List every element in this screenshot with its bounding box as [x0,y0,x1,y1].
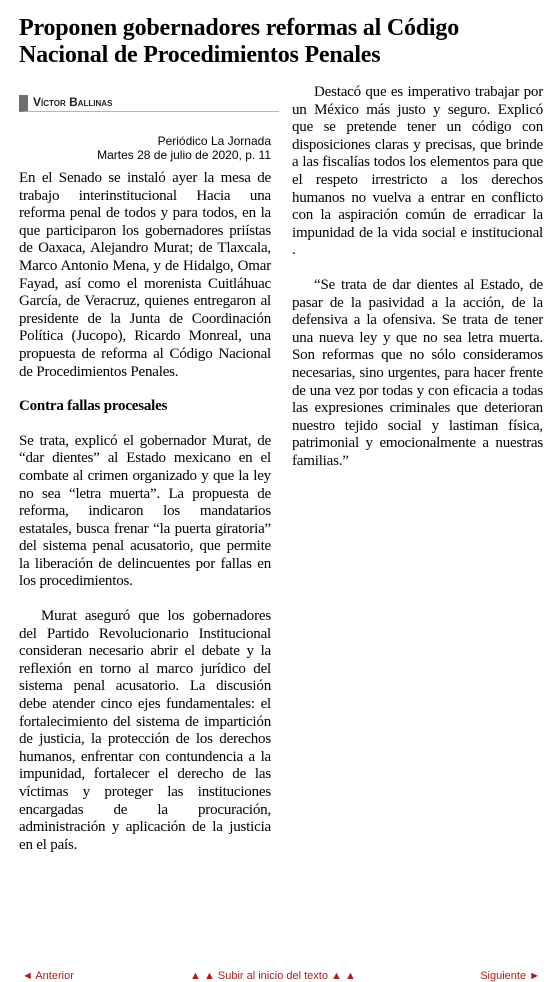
article-column-left [19,170,271,871]
source-info [19,134,271,162]
paragraph: Se trata, explicó el gobernador Murat, de “dar dientes” al Estado mexicano en el combate al crimen organizado y que la ley no sea “letra muerta”. La propuesta de reforma, indicaron los mandatarios estatales, busca frenar “la puerta giratoria” del sistema penal acusatorio, que permite la liberación de delincuentes por fallas en los procedimientos. [19,432,271,590]
paragraph: “Se trata de dar dientes al Estado, de pasar de la pasividad a la acción, de la defensiva a la ofensiva. Se trata de tener una nueva ley y que no sea letra muerta. Son reformas que no sólo consideramos necesarias, sino urgentes, para hacer frente de una vez por todas y con eficacia a todas las expresiones criminales que deterioran nuestro tejido social y lastiman física, patrimonial y emocionalmente a nuestras familias.” [292,276,543,469]
section-subhead: Contra fallas procesales [19,398,168,415]
author-byline: Víctor Ballinas [19,95,279,112]
back-to-top-link[interactable]: ▲ ▲ Subir al inicio del texto ▲ ▲ [190,970,356,982]
previous-link[interactable]: ◄ Anterior [22,970,74,982]
article-headline: Proponen gobernadores reformas al Código Nacional de Procedimientos Penales [19,15,459,68]
source-date-page: Martes 28 de julio de 2020, p. 11 [97,148,271,162]
paragraph: Destacó que es imperativo trabajar por un México más justo y seguro. Explicó que se pretende tener un código con disposiciones claras y precisas, que brinde a las fiscalías todos los elementos para que el respeto irrestricto a los derechos humanos no vuelva a entrar en conflicto con la aspiración común de erradicar la impunidad de la vida social e institucional . [292,84,543,259]
source-newspaper: Periódico La Jornada [157,134,271,148]
article-navigation [0,970,552,982]
paragraph: Murat aseguró que los gobernadores del Partido Revolucionario Institucional consideran necesario abrir el debate y la reflexión en torno al marco jurídico del sistema penal acusatorio. La discusión debe atender cinco ejes fundamentales: el fortalecimiento del sistema de impartición de justicia, la protección de los derechos humanos, enfrentar con contundencia a la impunidad, fortalecer el derecho de las víctimas y proteger las instituciones encargadas de la procuración, administración y aplicación de la justicia en el país. [19,608,271,853]
article-column-right [292,84,543,487]
next-link[interactable]: Siguiente ► [480,970,540,982]
paragraph: En el Senado se instaló ayer la mesa de trabajo interinstitucional Hacia una reforma penal de todos y para todos, en la que participaron los gobernadores priístas de Oaxaca, Alejandro Murat; de Tlaxcala, Marco Antonio Mena, y de Hidalgo, Omar Fayad, así como el morenista Cuitláhuac García, de Veracruz, quienes entregaron al presidente de la Junta de Coordinación Política (Jucopo), Ricardo Monreal, una propuesta de reforma al Código Nacional de Procedimientos Penales. [19,170,271,380]
